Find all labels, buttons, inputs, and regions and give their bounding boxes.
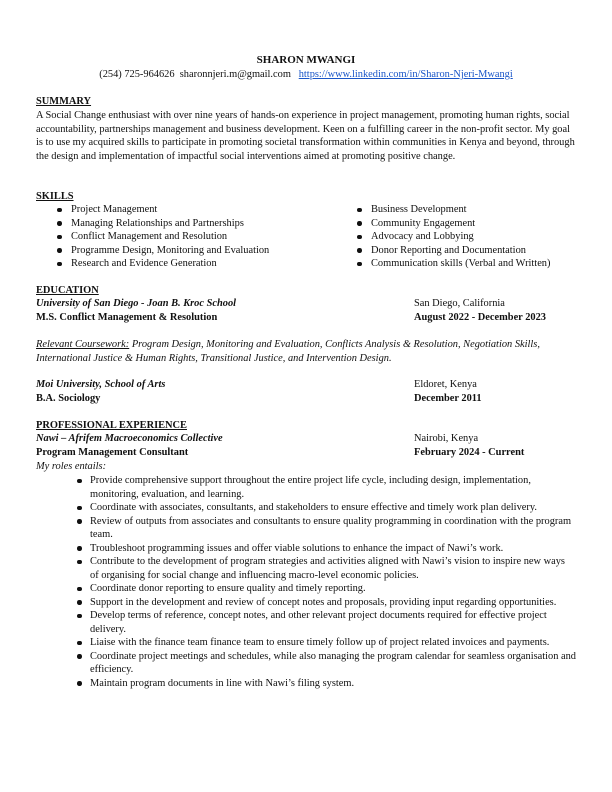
skills-heading: SKILLS bbox=[36, 191, 74, 202]
bullet-icon bbox=[77, 614, 82, 619]
skill-item: Managing Relationships and Partnerships bbox=[57, 217, 269, 231]
skill-item: Advocacy and Lobbying bbox=[357, 230, 550, 244]
bullet-icon bbox=[357, 235, 362, 240]
job-bullet: Coordinate project meetings and schedules, while also managing the program calendar for seamless organisation and efficiency. bbox=[90, 650, 576, 677]
job-bullet: Support in the development and review of concept notes and proposals, providing input regarding opportunities. bbox=[90, 596, 576, 610]
bullet-icon bbox=[77, 600, 82, 605]
experience-heading: PROFESSIONAL EXPERIENCE bbox=[36, 420, 187, 431]
linkedin-link[interactable]: https://www.linkedin.com/in/Sharon-Njeri-Mwangi bbox=[298, 69, 513, 80]
bullet-icon bbox=[57, 221, 62, 226]
roles-intro: My roles entails: bbox=[36, 461, 107, 472]
bullet-icon bbox=[57, 248, 62, 253]
bullet-icon bbox=[357, 208, 362, 213]
skill-item: Business Development bbox=[357, 203, 550, 217]
school-name: Moi University, School of Arts bbox=[36, 379, 166, 390]
degree-dates: December 2011 bbox=[414, 393, 482, 404]
skill-item: Programme Design, Monitoring and Evaluation bbox=[57, 244, 269, 258]
bullet-icon bbox=[77, 479, 82, 484]
degree: M.S. Conflict Management & Resolution bbox=[36, 312, 218, 323]
bullet-icon bbox=[57, 208, 62, 213]
phone: (254) 725-964626 bbox=[99, 69, 175, 80]
skills-right-list bbox=[357, 203, 550, 271]
bullet-icon bbox=[77, 641, 82, 646]
candidate-name: SHARON MWANGI bbox=[256, 54, 356, 66]
job-bullet: Provide comprehensive support throughout the entire project life cycle, including design, implementation, monitoring, evaluation, and learning. bbox=[90, 474, 576, 501]
bullet-icon bbox=[357, 262, 362, 267]
job-bullet: Troubleshoot programming issues and offer viable solutions to enhance the impact of Nawi’s work. bbox=[90, 542, 576, 556]
job-dates: February 2024 - Current bbox=[414, 447, 525, 458]
coursework: Relevant Coursework: Program Design, Monitoring and Evaluation, Conflicts Analysis & Resolution, Negotiation Skills, International Justice & Human Rights, Transitional Justice, and Intervention Design. bbox=[36, 339, 540, 364]
degree: B.A. Sociology bbox=[36, 393, 101, 404]
skill-item: Community Engagement bbox=[357, 217, 550, 231]
contact-line bbox=[0, 68, 612, 82]
bullet-icon bbox=[57, 235, 62, 240]
bullet-icon bbox=[77, 681, 82, 686]
bullet-icon bbox=[77, 560, 82, 565]
school-name: University of San Diego - Joan B. Kroc School bbox=[36, 298, 237, 309]
bullet-icon bbox=[77, 519, 82, 524]
job-bullet: Develop terms of reference, concept notes, and other relevant project documents required for effective project delivery. bbox=[90, 609, 576, 636]
school-location: Eldoret, Kenya bbox=[414, 379, 477, 390]
job-bullet: Coordinate donor reporting to ensure quality and timely reporting. bbox=[90, 582, 576, 596]
employer: Nawi – Afrifem Macroeconomics Collective bbox=[36, 433, 223, 444]
skill-item: Donor Reporting and Documentation bbox=[357, 244, 550, 258]
summary-text: A Social Change enthusiast with over nine years of hands-on experience in project management, promoting human rights, social accountability, partnerships management and business development. Keen on a fulfilling career in the non-profit sector. My goal is to use my acquired skills to participate in promoting societal transformation within communities in Kenya and beyond, through the design and implementation of impactful social interventions aimed at promoting positive change. bbox=[36, 110, 575, 162]
job-bullet: Maintain program documents in line with Nawi’s filing system. bbox=[90, 677, 576, 691]
bullet-icon bbox=[357, 248, 362, 253]
summary-heading: SUMMARY bbox=[36, 96, 92, 107]
education-heading: EDUCATION bbox=[36, 285, 99, 296]
bullet-icon bbox=[357, 221, 362, 226]
bullet-icon bbox=[57, 262, 62, 267]
job-bullet: Review of outputs from associates and consultants to ensure quality programming in coordination with the program team. bbox=[90, 515, 576, 542]
skill-item: Conflict Management and Resolution bbox=[57, 230, 269, 244]
job-bullet: Liaise with the finance team finance team to ensure timely follow up of project related invoices and payments. bbox=[90, 636, 576, 650]
job-bullet: Coordinate with associates, consultants, and stakeholders to ensure effective and timely work plan delivery. bbox=[90, 501, 576, 515]
bullet-icon bbox=[77, 546, 82, 551]
job-bullets bbox=[90, 474, 576, 690]
skill-item: Research and Evidence Generation bbox=[57, 257, 269, 271]
job-location: Nairobi, Kenya bbox=[414, 433, 479, 444]
school-location: San Diego, California bbox=[414, 298, 505, 309]
skill-item: Project Management bbox=[57, 203, 269, 217]
bullet-icon bbox=[77, 654, 82, 659]
job-bullet: Contribute to the development of program strategies and activities aligned with Nawi’s vision to inspire new ways of organising for social change and influencing macro-level economic policies. bbox=[90, 555, 576, 582]
email: sharonnjeri.m@gmail.com bbox=[179, 69, 291, 80]
bullet-icon bbox=[77, 506, 82, 511]
skills-left-list bbox=[57, 203, 269, 271]
job-title: Program Management Consultant bbox=[36, 447, 189, 458]
degree-dates: August 2022 - December 2023 bbox=[414, 312, 546, 323]
bullet-icon bbox=[77, 587, 82, 592]
skill-item: Communication skills (Verbal and Written) bbox=[357, 257, 550, 271]
